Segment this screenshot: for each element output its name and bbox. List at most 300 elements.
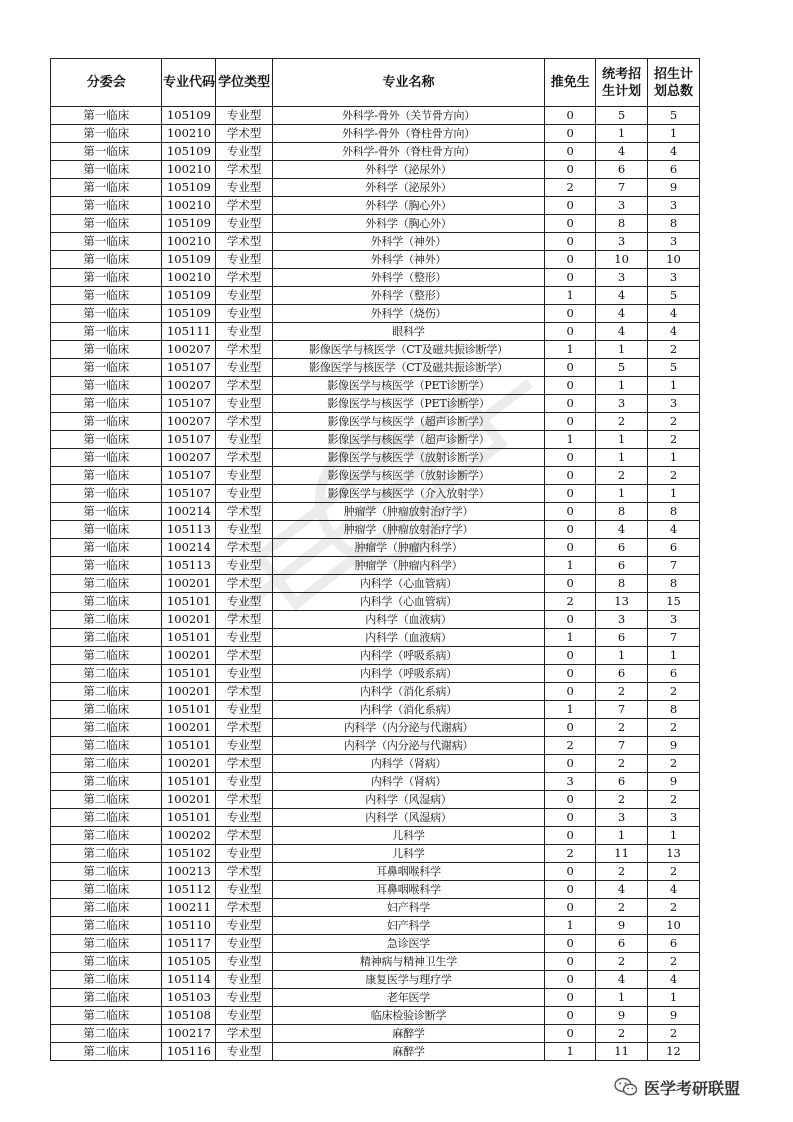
major-name-cell: 影像医学与核医学（超声诊断学） — [272, 431, 545, 449]
committee-cell: 第二临床 — [51, 953, 162, 971]
exam-plan-cell: 8 — [596, 575, 648, 593]
total-plan-cell: 2 — [648, 863, 700, 881]
major-name-cell: 耳鼻咽喉科学 — [272, 881, 545, 899]
committee-cell: 第一临床 — [51, 179, 162, 197]
major-code-cell: 105110 — [162, 917, 216, 935]
degree-type-cell: 学术型 — [216, 449, 272, 467]
exam-plan-cell: 3 — [596, 809, 648, 827]
table-row — [51, 629, 700, 647]
major-code-cell: 100210 — [162, 161, 216, 179]
table-row — [51, 305, 700, 323]
committee-cell: 第二临床 — [51, 881, 162, 899]
recommended-cell: 3 — [545, 773, 596, 791]
committee-cell: 第二临床 — [51, 647, 162, 665]
major-code-cell: 105107 — [162, 467, 216, 485]
exam-plan-cell: 3 — [596, 395, 648, 413]
table-row — [51, 143, 700, 161]
major-code-cell: 105107 — [162, 431, 216, 449]
major-name-cell: 外科学-骨外（脊柱骨方向） — [272, 125, 545, 143]
major-code-cell: 105113 — [162, 521, 216, 539]
table-row — [51, 791, 700, 809]
table-row — [51, 989, 700, 1007]
table-row — [51, 701, 700, 719]
table-row — [51, 899, 700, 917]
degree-type-cell: 专业型 — [216, 737, 272, 755]
committee-cell: 第二临床 — [51, 683, 162, 701]
total-plan-cell: 8 — [648, 701, 700, 719]
recommended-cell: 1 — [545, 287, 596, 305]
exam-plan-cell: 8 — [596, 503, 648, 521]
major-code-cell: 100214 — [162, 539, 216, 557]
table-row — [51, 665, 700, 683]
total-plan-cell: 5 — [648, 287, 700, 305]
exam-plan-cell: 1 — [596, 377, 648, 395]
table-row — [51, 1025, 700, 1043]
committee-cell: 第二临床 — [51, 755, 162, 773]
exam-plan-cell: 1 — [596, 827, 648, 845]
enrollment-plan-table — [50, 58, 700, 1061]
exam-plan-cell: 1 — [596, 647, 648, 665]
header-exam-plan: 统考招生计划 — [596, 59, 648, 107]
degree-type-cell: 学术型 — [216, 341, 272, 359]
recommended-cell: 0 — [545, 755, 596, 773]
committee-cell: 第二临床 — [51, 827, 162, 845]
recommended-cell: 0 — [545, 881, 596, 899]
table-row — [51, 179, 700, 197]
major-code-cell: 105101 — [162, 593, 216, 611]
table-row — [51, 323, 700, 341]
exam-plan-cell: 1 — [596, 449, 648, 467]
committee-cell: 第一临床 — [51, 557, 162, 575]
total-plan-cell: 1 — [648, 647, 700, 665]
table-row — [51, 485, 700, 503]
committee-cell: 第二临床 — [51, 719, 162, 737]
committee-cell: 第一临床 — [51, 359, 162, 377]
total-plan-cell: 4 — [648, 305, 700, 323]
table-row — [51, 539, 700, 557]
total-plan-cell: 1 — [648, 989, 700, 1007]
major-name-cell: 影像医学与核医学（放射诊断学） — [272, 467, 545, 485]
degree-type-cell: 专业型 — [216, 665, 272, 683]
major-name-cell: 影像医学与核医学（PET诊断学） — [272, 377, 545, 395]
recommended-cell: 0 — [545, 989, 596, 1007]
table-row — [51, 593, 700, 611]
degree-type-cell: 学术型 — [216, 827, 272, 845]
exam-plan-cell: 2 — [596, 899, 648, 917]
major-code-cell: 100207 — [162, 449, 216, 467]
committee-cell: 第一临床 — [51, 143, 162, 161]
total-plan-cell: 5 — [648, 359, 700, 377]
exam-plan-cell: 6 — [596, 935, 648, 953]
committee-cell: 第二临床 — [51, 665, 162, 683]
committee-cell: 第二临床 — [51, 989, 162, 1007]
recommended-cell: 0 — [545, 611, 596, 629]
total-plan-cell: 2 — [648, 1025, 700, 1043]
major-code-cell: 105113 — [162, 557, 216, 575]
committee-cell: 第一临床 — [51, 413, 162, 431]
degree-type-cell: 专业型 — [216, 557, 272, 575]
major-name-cell: 外科学（整形） — [272, 269, 545, 287]
table-row — [51, 287, 700, 305]
table-row — [51, 719, 700, 737]
recommended-cell: 0 — [545, 467, 596, 485]
table-row — [51, 269, 700, 287]
wechat-icon — [614, 1077, 638, 1097]
major-code-cell: 105112 — [162, 881, 216, 899]
total-plan-cell: 5 — [648, 107, 700, 125]
major-code-cell: 100201 — [162, 575, 216, 593]
exam-plan-cell: 2 — [596, 467, 648, 485]
major-code-cell: 100207 — [162, 413, 216, 431]
committee-cell: 第二临床 — [51, 971, 162, 989]
table-row — [51, 233, 700, 251]
total-plan-cell: 1 — [648, 377, 700, 395]
committee-cell: 第二临床 — [51, 773, 162, 791]
recommended-cell: 0 — [545, 413, 596, 431]
table-row — [51, 395, 700, 413]
major-name-cell: 内科学（肾病） — [272, 773, 545, 791]
major-code-cell: 100201 — [162, 719, 216, 737]
degree-type-cell: 专业型 — [216, 989, 272, 1007]
major-name-cell: 肿瘤学（肿瘤放射治疗学） — [272, 521, 545, 539]
total-plan-cell: 8 — [648, 575, 700, 593]
major-code-cell: 105105 — [162, 953, 216, 971]
major-code-cell: 100214 — [162, 503, 216, 521]
exam-plan-cell: 1 — [596, 989, 648, 1007]
committee-cell: 第一临床 — [51, 323, 162, 341]
exam-plan-cell: 2 — [596, 1025, 648, 1043]
committee-cell: 第一临床 — [51, 521, 162, 539]
major-code-cell: 100207 — [162, 377, 216, 395]
total-plan-cell: 3 — [648, 395, 700, 413]
table-row — [51, 521, 700, 539]
major-code-cell: 100201 — [162, 683, 216, 701]
table-row — [51, 575, 700, 593]
recommended-cell: 0 — [545, 233, 596, 251]
degree-type-cell: 专业型 — [216, 935, 272, 953]
committee-cell: 第一临床 — [51, 377, 162, 395]
major-name-cell: 儿科学 — [272, 845, 545, 863]
table-row — [51, 449, 700, 467]
exam-plan-cell: 2 — [596, 953, 648, 971]
header-degree-type: 学位类型 — [216, 59, 272, 107]
major-name-cell: 内科学（心血管病） — [272, 593, 545, 611]
degree-type-cell: 专业型 — [216, 431, 272, 449]
major-name-cell: 外科学-骨外（脊柱骨方向） — [272, 143, 545, 161]
degree-type-cell: 专业型 — [216, 143, 272, 161]
total-plan-cell: 2 — [648, 467, 700, 485]
major-name-cell: 内科学（消化系病） — [272, 701, 545, 719]
committee-cell: 第一临床 — [51, 269, 162, 287]
committee-cell: 第二临床 — [51, 791, 162, 809]
exam-plan-cell: 7 — [596, 737, 648, 755]
recommended-cell: 0 — [545, 143, 596, 161]
total-plan-cell: 4 — [648, 881, 700, 899]
exam-plan-cell: 2 — [596, 719, 648, 737]
table-row — [51, 773, 700, 791]
exam-plan-cell: 6 — [596, 557, 648, 575]
major-name-cell: 内科学（消化系病） — [272, 683, 545, 701]
total-plan-cell: 8 — [648, 215, 700, 233]
major-name-cell: 精神病与精神卫生学 — [272, 953, 545, 971]
degree-type-cell: 专业型 — [216, 287, 272, 305]
major-name-cell: 内科学（肾病） — [272, 755, 545, 773]
major-name-cell: 内科学（风湿病） — [272, 809, 545, 827]
major-code-cell: 105117 — [162, 935, 216, 953]
exam-plan-cell: 6 — [596, 773, 648, 791]
exam-plan-cell: 10 — [596, 251, 648, 269]
degree-type-cell: 专业型 — [216, 251, 272, 269]
committee-cell: 第二临床 — [51, 845, 162, 863]
table-row — [51, 647, 700, 665]
major-name-cell: 内科学（心血管病） — [272, 575, 545, 593]
exam-plan-cell: 1 — [596, 125, 648, 143]
major-name-cell: 外科学（泌尿外） — [272, 179, 545, 197]
total-plan-cell: 3 — [648, 611, 700, 629]
major-name-cell: 外科学（神外） — [272, 233, 545, 251]
total-plan-cell: 8 — [648, 503, 700, 521]
total-plan-cell: 1 — [648, 827, 700, 845]
table-row — [51, 341, 700, 359]
major-name-cell: 内科学（血液病） — [272, 611, 545, 629]
degree-type-cell: 学术型 — [216, 1025, 272, 1043]
major-code-cell: 105116 — [162, 1043, 216, 1061]
degree-type-cell: 学术型 — [216, 611, 272, 629]
major-code-cell: 100202 — [162, 827, 216, 845]
committee-cell: 第二临床 — [51, 629, 162, 647]
major-name-cell: 影像医学与核医学（超声诊断学） — [272, 413, 545, 431]
total-plan-cell: 9 — [648, 773, 700, 791]
major-code-cell: 100217 — [162, 1025, 216, 1043]
table-row — [51, 413, 700, 431]
major-code-cell: 105109 — [162, 215, 216, 233]
recommended-cell: 0 — [545, 863, 596, 881]
total-plan-cell: 1 — [648, 125, 700, 143]
major-code-cell: 105101 — [162, 737, 216, 755]
degree-type-cell: 学术型 — [216, 791, 272, 809]
total-plan-cell: 2 — [648, 413, 700, 431]
total-plan-cell: 3 — [648, 197, 700, 215]
recommended-cell: 0 — [545, 809, 596, 827]
total-plan-cell: 13 — [648, 845, 700, 863]
major-code-cell: 100210 — [162, 233, 216, 251]
table-row — [51, 611, 700, 629]
degree-type-cell: 专业型 — [216, 845, 272, 863]
table-row — [51, 503, 700, 521]
degree-type-cell: 学术型 — [216, 863, 272, 881]
total-plan-cell: 4 — [648, 971, 700, 989]
recommended-cell: 0 — [545, 521, 596, 539]
exam-plan-cell: 4 — [596, 287, 648, 305]
major-code-cell: 105101 — [162, 809, 216, 827]
degree-type-cell: 学术型 — [216, 683, 272, 701]
major-code-cell: 100207 — [162, 341, 216, 359]
major-name-cell: 妇产科学 — [272, 899, 545, 917]
total-plan-cell: 3 — [648, 809, 700, 827]
major-name-cell: 耳鼻咽喉科学 — [272, 863, 545, 881]
recommended-cell: 0 — [545, 791, 596, 809]
major-name-cell: 麻醉学 — [272, 1025, 545, 1043]
committee-cell: 第一临床 — [51, 251, 162, 269]
committee-cell: 第二临床 — [51, 593, 162, 611]
exam-plan-cell: 6 — [596, 539, 648, 557]
degree-type-cell: 专业型 — [216, 485, 272, 503]
major-code-cell: 105109 — [162, 287, 216, 305]
recommended-cell: 0 — [545, 269, 596, 287]
committee-cell: 第一临床 — [51, 215, 162, 233]
major-name-cell: 内科学（血液病） — [272, 629, 545, 647]
header-major-name: 专业名称 — [272, 59, 545, 107]
recommended-cell: 0 — [545, 215, 596, 233]
degree-type-cell: 专业型 — [216, 971, 272, 989]
committee-cell: 第一临床 — [51, 107, 162, 125]
recommended-cell: 2 — [545, 593, 596, 611]
exam-plan-cell: 2 — [596, 683, 648, 701]
major-name-cell: 影像医学与核医学（PET诊断学） — [272, 395, 545, 413]
recommended-cell: 0 — [545, 251, 596, 269]
degree-type-cell: 专业型 — [216, 107, 272, 125]
degree-type-cell: 学术型 — [216, 161, 272, 179]
committee-cell: 第一临床 — [51, 287, 162, 305]
recommended-cell: 1 — [545, 629, 596, 647]
recommended-cell: 2 — [545, 179, 596, 197]
major-name-cell: 影像医学与核医学（介入放射学） — [272, 485, 545, 503]
major-name-cell: 外科学（泌尿外） — [272, 161, 545, 179]
exam-plan-cell: 3 — [596, 233, 648, 251]
major-code-cell: 100211 — [162, 899, 216, 917]
major-code-cell: 105108 — [162, 1007, 216, 1025]
recommended-cell: 1 — [545, 557, 596, 575]
committee-cell: 第一临床 — [51, 467, 162, 485]
exam-plan-cell: 2 — [596, 755, 648, 773]
committee-cell: 第二临床 — [51, 701, 162, 719]
major-name-cell: 外科学（烧伤） — [272, 305, 545, 323]
degree-type-cell: 专业型 — [216, 773, 272, 791]
exam-plan-cell: 4 — [596, 143, 648, 161]
total-plan-cell: 1 — [648, 485, 700, 503]
table-row — [51, 845, 700, 863]
exam-plan-cell: 13 — [596, 593, 648, 611]
major-code-cell: 105101 — [162, 629, 216, 647]
major-code-cell: 105114 — [162, 971, 216, 989]
total-plan-cell: 9 — [648, 1007, 700, 1025]
committee-cell: 第一临床 — [51, 233, 162, 251]
major-name-cell: 老年医学 — [272, 989, 545, 1007]
total-plan-cell: 10 — [648, 917, 700, 935]
degree-type-cell: 学术型 — [216, 269, 272, 287]
exam-plan-cell: 11 — [596, 1043, 648, 1061]
total-plan-cell: 4 — [648, 323, 700, 341]
table-row — [51, 431, 700, 449]
table-row — [51, 125, 700, 143]
recommended-cell: 0 — [545, 647, 596, 665]
recommended-cell: 0 — [545, 125, 596, 143]
committee-cell: 第一临床 — [51, 341, 162, 359]
degree-type-cell: 专业型 — [216, 629, 272, 647]
major-name-cell: 眼科学 — [272, 323, 545, 341]
exam-plan-cell: 3 — [596, 269, 648, 287]
degree-type-cell: 专业型 — [216, 1043, 272, 1061]
major-code-cell: 105107 — [162, 359, 216, 377]
exam-plan-cell: 6 — [596, 665, 648, 683]
major-code-cell: 100201 — [162, 611, 216, 629]
exam-plan-cell: 5 — [596, 107, 648, 125]
committee-cell: 第一临床 — [51, 125, 162, 143]
total-plan-cell: 3 — [648, 269, 700, 287]
total-plan-cell: 6 — [648, 539, 700, 557]
major-name-cell: 外科学（胸心外） — [272, 215, 545, 233]
total-plan-cell: 7 — [648, 557, 700, 575]
major-name-cell: 临床检验诊断学 — [272, 1007, 545, 1025]
recommended-cell: 0 — [545, 953, 596, 971]
degree-type-cell: 专业型 — [216, 917, 272, 935]
exam-plan-cell: 7 — [596, 701, 648, 719]
committee-cell: 第一临床 — [51, 161, 162, 179]
degree-type-cell: 学术型 — [216, 647, 272, 665]
major-name-cell: 外科学-骨外（关节骨方向） — [272, 107, 545, 125]
exam-plan-cell: 2 — [596, 791, 648, 809]
total-plan-cell: 6 — [648, 161, 700, 179]
recommended-cell: 0 — [545, 539, 596, 557]
recommended-cell: 0 — [545, 449, 596, 467]
committee-cell: 第二临床 — [51, 737, 162, 755]
major-name-cell: 妇产科学 — [272, 917, 545, 935]
committee-cell: 第一临床 — [51, 485, 162, 503]
degree-type-cell: 学术型 — [216, 899, 272, 917]
recommended-cell: 1 — [545, 431, 596, 449]
header-total-plan: 招生计划总数 — [648, 59, 700, 107]
table-row — [51, 755, 700, 773]
exam-plan-cell: 1 — [596, 431, 648, 449]
degree-type-cell: 专业型 — [216, 701, 272, 719]
committee-cell: 第二临床 — [51, 899, 162, 917]
table-row — [51, 107, 700, 125]
committee-cell: 第二临床 — [51, 863, 162, 881]
degree-type-cell: 专业型 — [216, 521, 272, 539]
recommended-cell: 0 — [545, 827, 596, 845]
degree-type-cell: 专业型 — [216, 179, 272, 197]
exam-plan-cell: 11 — [596, 845, 648, 863]
recommended-cell: 0 — [545, 665, 596, 683]
major-name-cell: 麻醉学 — [272, 1043, 545, 1061]
major-code-cell: 100210 — [162, 197, 216, 215]
degree-type-cell: 专业型 — [216, 593, 272, 611]
recommended-cell: 0 — [545, 323, 596, 341]
major-code-cell: 105107 — [162, 395, 216, 413]
total-plan-cell: 9 — [648, 179, 700, 197]
exam-plan-cell: 1 — [596, 341, 648, 359]
table-row — [51, 251, 700, 269]
recommended-cell: 0 — [545, 719, 596, 737]
major-code-cell: 105109 — [162, 305, 216, 323]
degree-type-cell: 学术型 — [216, 413, 272, 431]
recommended-cell: 1 — [545, 917, 596, 935]
degree-type-cell: 专业型 — [216, 215, 272, 233]
total-plan-cell: 6 — [648, 665, 700, 683]
total-plan-cell: 7 — [648, 629, 700, 647]
table-row — [51, 827, 700, 845]
major-code-cell: 105109 — [162, 107, 216, 125]
exam-plan-cell: 8 — [596, 215, 648, 233]
total-plan-cell: 10 — [648, 251, 700, 269]
major-name-cell: 影像医学与核医学（CT及磁共振诊断学） — [272, 359, 545, 377]
major-name-cell: 外科学（神外） — [272, 251, 545, 269]
degree-type-cell: 学术型 — [216, 539, 272, 557]
recommended-cell: 0 — [545, 359, 596, 377]
degree-type-cell: 学术型 — [216, 575, 272, 593]
committee-cell: 第一临床 — [51, 431, 162, 449]
major-code-cell: 100201 — [162, 755, 216, 773]
